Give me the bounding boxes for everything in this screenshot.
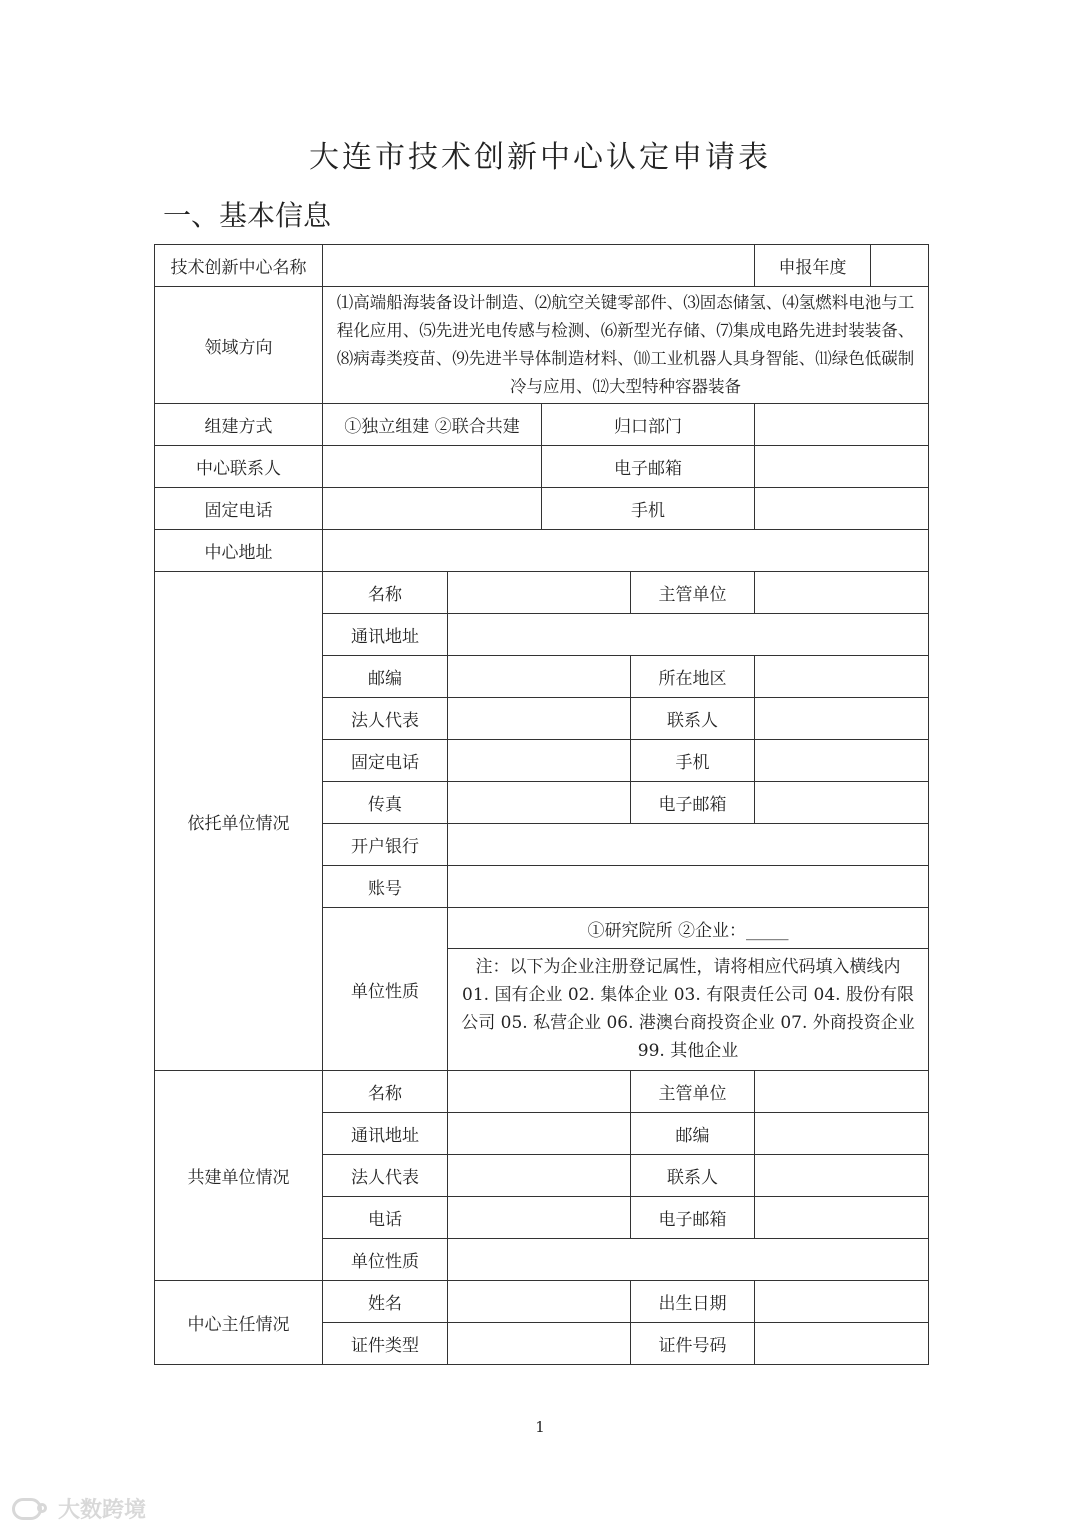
- section-heading: 一、基本信息: [163, 199, 332, 232]
- support-phone-label: 固定电话: [323, 740, 448, 782]
- center-name-field[interactable]: [323, 245, 755, 287]
- application-form-table: [154, 244, 929, 1365]
- partner-email-label: 电子邮箱: [631, 1197, 755, 1239]
- partner-name-field[interactable]: [448, 1071, 631, 1113]
- support-postcode-field[interactable]: [448, 656, 631, 698]
- form-title: 大连市技术创新中心认定申请表: [309, 140, 771, 175]
- support-legal-rep-label: 法人代表: [323, 698, 448, 740]
- support-nature-options[interactable]: ①研究院所 ②企业：_____: [448, 908, 928, 949]
- build-mode-label: 组建方式: [155, 404, 323, 446]
- support-region-field[interactable]: [755, 656, 929, 698]
- director-id-number-label: 证件号码: [631, 1323, 755, 1365]
- partner-nature-label: 单位性质: [323, 1239, 448, 1281]
- partner-legal-rep-field[interactable]: [448, 1155, 631, 1197]
- support-email-label: 电子邮箱: [631, 782, 755, 824]
- year-field[interactable]: [871, 245, 928, 286]
- center-name-label: 技术创新中心名称: [155, 245, 323, 287]
- support-postcode-label: 邮编: [323, 656, 448, 698]
- partner-unit-group-label: 共建单位情况: [155, 1071, 323, 1281]
- email-label: 电子邮箱: [542, 446, 755, 488]
- support-contact-field[interactable]: [755, 698, 929, 740]
- address-field[interactable]: [323, 530, 929, 572]
- support-name-label: 名称: [323, 572, 448, 614]
- support-nature-label: 单位性质: [323, 908, 448, 1071]
- page-number: 1: [535, 1418, 545, 1436]
- partner-email-field[interactable]: [755, 1197, 929, 1239]
- director-group-label: 中心主任情况: [155, 1281, 323, 1365]
- director-birth-field[interactable]: [755, 1281, 929, 1323]
- dept-field[interactable]: [755, 404, 929, 446]
- partner-postcode-field[interactable]: [755, 1113, 929, 1155]
- partner-authority-label: 主管单位: [631, 1071, 755, 1113]
- support-mobile-label: 手机: [631, 740, 755, 782]
- support-account-label: 账号: [323, 866, 448, 908]
- partner-contact-field[interactable]: [755, 1155, 929, 1197]
- mobile-label: 手机: [542, 488, 755, 530]
- watermark-text: 大数跨境: [58, 1498, 147, 1523]
- watermark-logo-icon: [12, 1498, 42, 1520]
- dept-label: 归口部门: [542, 404, 755, 446]
- support-email-field[interactable]: [755, 782, 929, 824]
- support-nature-note: 注：以下为企业注册登记属性，请将相应代码填入横线内 01. 国有企业 02. 集体企业 03. 有限责任公司 04. 股份有限公司 05. 私营企业 06. 港澳台商投资企业 07. 外商投资企业 99. 其他企业: [461, 957, 915, 1061]
- partner-phone-label: 电话: [323, 1197, 448, 1239]
- partner-legal-rep-label: 法人代表: [323, 1155, 448, 1197]
- phone-field[interactable]: [323, 488, 542, 530]
- contact-label: 中心联系人: [155, 446, 323, 488]
- phone-label: 固定电话: [155, 488, 323, 530]
- year-label: 申报年度: [755, 245, 871, 286]
- build-mode-options[interactable]: ①独立组建 ②联合共建: [323, 404, 542, 446]
- support-legal-rep-field[interactable]: [448, 698, 631, 740]
- support-authority-label: 主管单位: [631, 572, 755, 614]
- partner-phone-field[interactable]: [448, 1197, 631, 1239]
- director-name-label: 姓名: [323, 1281, 448, 1323]
- support-contact-label: 联系人: [631, 698, 755, 740]
- partner-authority-field[interactable]: [755, 1071, 929, 1113]
- support-fax-label: 传真: [323, 782, 448, 824]
- director-id-number-field[interactable]: [755, 1323, 929, 1365]
- support-bank-field[interactable]: [448, 824, 929, 866]
- domain-options[interactable]: ⑴高端船海装备设计制造、⑵航空关键零部件、⑶固态储氢、⑷氢燃料电池与工程化应用、⑸先进光电传感与检测、⑹新型光存储、⑺集成电路先进封装装备、⑻病毒类疫苗、⑼先进半导体制造材料、⑽工业机器人具身智能、⑾绿色低碳制冷与应用、⑿大型特种容器装备: [336, 293, 915, 396]
- support-phone-field[interactable]: [448, 740, 631, 782]
- support-bank-label: 开户银行: [323, 824, 448, 866]
- partner-mail-address-label: 通讯地址: [323, 1113, 448, 1155]
- support-unit-group-label: 依托单位情况: [155, 572, 323, 1071]
- email-field[interactable]: [755, 446, 929, 488]
- director-name-field[interactable]: [448, 1281, 631, 1323]
- support-mail-address-label: 通讯地址: [323, 614, 448, 656]
- partner-name-label: 名称: [323, 1071, 448, 1113]
- partner-postcode-label: 邮编: [631, 1113, 755, 1155]
- address-label: 中心地址: [155, 530, 323, 572]
- contact-field[interactable]: [323, 446, 542, 488]
- director-id-type-field[interactable]: [448, 1323, 631, 1365]
- support-account-field[interactable]: [448, 866, 929, 908]
- partner-mail-address-field[interactable]: [448, 1113, 631, 1155]
- support-mail-address-field[interactable]: [448, 614, 929, 656]
- support-authority-field[interactable]: [755, 572, 929, 614]
- support-region-label: 所在地区: [631, 656, 755, 698]
- domain-label: 领域方向: [155, 287, 323, 404]
- partner-nature-field[interactable]: [448, 1239, 929, 1281]
- watermark: [12, 1493, 146, 1524]
- director-birth-label: 出生日期: [631, 1281, 755, 1323]
- support-mobile-field[interactable]: [755, 740, 929, 782]
- mobile-field[interactable]: [755, 488, 929, 530]
- support-name-field[interactable]: [448, 572, 631, 614]
- support-fax-field[interactable]: [448, 782, 631, 824]
- director-id-type-label: 证件类型: [323, 1323, 448, 1365]
- partner-contact-label: 联系人: [631, 1155, 755, 1197]
